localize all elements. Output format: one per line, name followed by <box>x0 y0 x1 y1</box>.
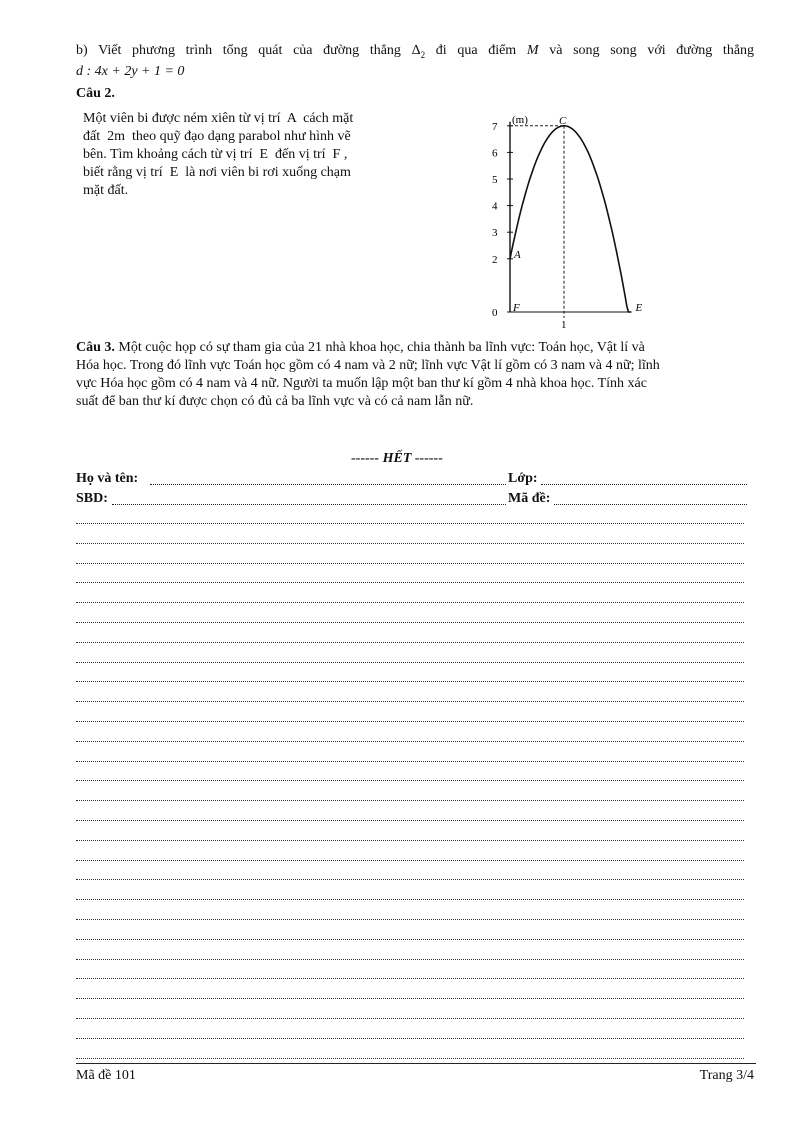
y-tick-label: 6 <box>492 147 498 160</box>
part-b-line-1: b) Viết phương trình tổng quát của đường thẳng $\Delta_2$ đi qua điểm M và song song với đường thẳng <box>76 43 755 60</box>
q2-line: đất 2m theo quỹ đạo dạng parabol như hình vẽ <box>83 129 351 144</box>
answer-line[interactable] <box>76 820 744 821</box>
x-tick-label: 1 <box>561 319 567 330</box>
footer-page-number: Trang 3/4 <box>699 1068 754 1083</box>
trajectory-curve <box>510 126 632 312</box>
answer-line[interactable] <box>76 721 744 722</box>
exam-code-field[interactable] <box>554 504 747 505</box>
q2-line: bên. Tìm khoảng cách từ vị trí E đến vị trí F , <box>83 147 348 162</box>
answer-line[interactable] <box>76 1038 744 1039</box>
answer-line[interactable] <box>76 523 744 524</box>
class-label: Lớp: <box>508 471 538 486</box>
answer-line[interactable] <box>76 800 744 801</box>
answer-line[interactable] <box>76 642 744 643</box>
answer-line[interactable] <box>76 879 744 880</box>
answer-line[interactable] <box>76 899 744 900</box>
answer-line[interactable] <box>76 919 744 920</box>
y-tick-label: 5 <box>492 174 498 186</box>
answer-line[interactable] <box>76 978 744 979</box>
answer-line[interactable] <box>76 543 744 544</box>
answer-line[interactable] <box>76 998 744 999</box>
answer-line[interactable] <box>76 780 744 781</box>
answer-line[interactable] <box>76 582 744 583</box>
y-tick-label: 2 <box>492 253 498 266</box>
line-d-equation: d : 4x + 2y + 1 = 0 <box>76 64 185 79</box>
point-label-f: F <box>513 302 520 314</box>
y-tick-label: 3 <box>492 227 498 240</box>
q2-line: mặt đất. <box>83 183 129 198</box>
answer-line[interactable] <box>76 681 744 682</box>
sbd-field[interactable] <box>112 504 506 505</box>
point-label-e: E <box>635 302 643 314</box>
parabola-chart <box>470 108 670 330</box>
delta-symbol: $\Delta_2$ <box>411 43 426 60</box>
exam-code-label: Mã đề: <box>508 491 551 506</box>
answer-line[interactable] <box>76 939 744 940</box>
footer-exam-code: Mã đề 101 <box>76 1068 136 1083</box>
name-field[interactable] <box>150 484 506 485</box>
answer-line[interactable] <box>76 701 744 702</box>
answer-line[interactable] <box>76 959 744 960</box>
answer-line[interactable] <box>76 602 744 603</box>
y-tick-label: 4 <box>492 200 498 213</box>
q3-line: Hóa học. Trong đó lĩnh vực Toán học gồm có 4 nam và 2 nữ; lĩnh vực Vật lí gồm có 3 nam và 4 nữ; lĩnh <box>76 358 660 373</box>
q2-line: Một viên bi được ném xiên từ vị trí A cách mặt <box>83 111 354 126</box>
point-label-a: A <box>514 248 521 261</box>
answer-line[interactable] <box>76 662 744 663</box>
sbd-label: SBD: <box>76 491 108 506</box>
y-tick-label: 0 <box>492 307 498 319</box>
q3-line: suất để ban thư kí được chọn có đủ cả ba lĩnh vực và có cả nam lẫn nữ. <box>76 394 474 409</box>
answer-line[interactable] <box>76 741 744 742</box>
question-3 <box>76 339 756 411</box>
class-field[interactable] <box>541 484 747 485</box>
answer-line[interactable] <box>76 1018 744 1019</box>
answer-line[interactable] <box>76 1058 744 1059</box>
answer-line[interactable] <box>76 622 744 623</box>
answer-line[interactable] <box>76 761 744 762</box>
y-tick-label: 7 <box>492 120 498 133</box>
answer-line[interactable] <box>76 860 744 861</box>
q2-line: biết rằng vị trí E là nơi viên bi rơi xuống chạm <box>83 165 351 180</box>
end-mark: ------ HẾT ------ <box>351 451 443 466</box>
q3-line: Câu 3. Một cuộc họp có sự tham gia của 21 nhà khoa học, chia thành ba lĩnh vực: Toán học, Vật lí và <box>76 340 645 355</box>
q3-line: vực Hóa học gồm có 4 nam và 4 nữ. Người ta muốn lập một ban thư kí gồm 4 nhà khoa học. Tính xác <box>76 376 647 391</box>
name-label: Họ và tên: <box>76 471 139 486</box>
footer-rule <box>76 1063 756 1064</box>
answer-line[interactable] <box>76 563 744 564</box>
point-label-c: C <box>559 114 567 127</box>
question-2-text <box>83 110 403 200</box>
answer-line[interactable] <box>76 840 744 841</box>
question-2-title: Câu 2. <box>76 86 115 101</box>
y-axis-label: (m) <box>512 113 528 126</box>
